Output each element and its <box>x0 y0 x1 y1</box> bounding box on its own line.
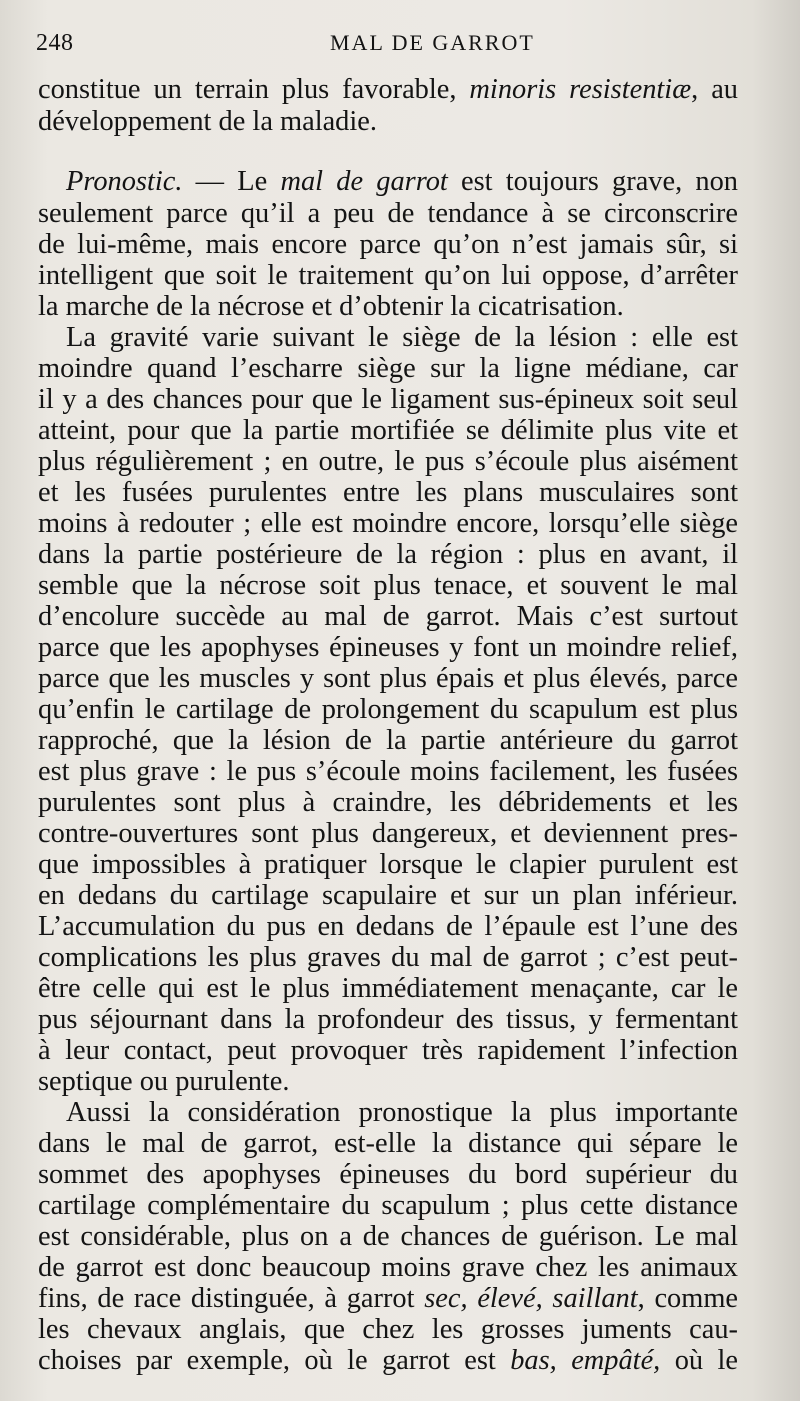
text-line: d’encolure succède au mal de garrot. Mais c’est surtout <box>38 601 738 632</box>
text-line: de lui-même, mais encore parce qu’on n’est jamais sûr, si <box>38 229 738 260</box>
text-line: seulement parce qu’il a peu de tendance à se circonscrire <box>38 198 738 229</box>
text-line: moins à redouter ; elle est moindre encore, lorsqu’elle siège <box>38 508 738 539</box>
text-line: atteint, pour que la partie mortifiée se délimite plus vite et <box>38 415 738 446</box>
text-line: cartilage complémentaire du scapulum ; plus cette distance <box>38 1190 738 1221</box>
text-line: que impossibles à pratiquer lorsque le clapier purulent est <box>38 849 738 880</box>
text-line: moindre quand l’escharre siège sur la ligne médiane, car <box>38 353 738 384</box>
text-line: fins, de race distinguée, à garrot sec, élevé, saillant, comme <box>38 1283 739 1314</box>
running-title: MAL DE GARROT <box>330 30 535 55</box>
text-line: parce que les muscles y sont plus épais et plus élevés, parce <box>38 663 738 694</box>
text-line: pus séjournant dans la profondeur des tissus, y fermentant <box>38 1004 738 1035</box>
text-line: est considérable, plus on a de chances de guérison. Le mal <box>38 1221 738 1252</box>
text-line: La gravité varie suivant le siège de la lésion : elle est <box>66 322 738 353</box>
text-line: dans la partie postérieure de la région : plus en avant, il <box>38 539 738 570</box>
text-line: développement de la maladie. <box>38 106 377 137</box>
text-line: purulentes sont plus à craindre, les débridements et les <box>38 787 738 818</box>
text-line: septique ou purulente. <box>38 1066 290 1097</box>
text-line: plus régulièrement ; en outre, le pus s’écoule plus aisément <box>38 446 738 477</box>
page-header <box>36 30 760 64</box>
text-line: L’accumulation du pus en dedans de l’épaule est l’une des <box>38 911 738 942</box>
text-line: Aussi la considération pronostique la plus importante <box>66 1097 738 1128</box>
text-line: contre-ouvertures sont plus dangereux, et deviennent pres- <box>38 818 738 849</box>
text-line: les chevaux anglais, que chez les grosses juments cau- <box>38 1314 738 1345</box>
text-line: être celle qui est le plus immédiatement menaçante, car le <box>38 973 738 1004</box>
text-line: choises par exemple, où le garrot est bas, empâté, où le <box>38 1345 738 1376</box>
text-line: dans le mal de garrot, est-elle la distance qui sépare le <box>38 1128 738 1159</box>
text-line: et les fusées purulentes entre les plans musculaires sont <box>38 477 738 508</box>
text-line: qu’enfin le cartilage de prolongement du scapulum est plus <box>38 694 738 725</box>
text-line: Pronostic. — Le mal de garrot est toujours grave, non <box>66 166 738 197</box>
text-line: à leur contact, peut provoquer très rapidement l’infection <box>38 1035 738 1066</box>
text-line: intelligent que soit le traitement qu’on lui oppose, d’arrêter <box>38 260 738 291</box>
text-line: complications les plus graves du mal de garrot ; c’est peut- <box>38 942 738 973</box>
text-line: en dedans du cartilage scapulaire et sur un plan inférieur. <box>38 880 738 911</box>
text-line: la marche de la nécrose et d’obtenir la cicatrisation. <box>38 291 624 322</box>
text-line: est plus grave : le pus s’écoule moins facilement, les fusées <box>38 756 738 787</box>
text-line: sommet des apophyses épineuses du bord supérieur du <box>38 1159 738 1190</box>
text-line: constitue un terrain plus favorable, minoris resistentiæ, au <box>38 74 739 105</box>
text-line: il y a des chances pour que le ligament sus-épineux soit seul <box>38 384 738 415</box>
text-line: parce que les apophyses épineuses y font un moindre relief, <box>38 632 738 663</box>
text-line: rapproché, que la lésion de la partie antérieure du garrot <box>38 725 738 756</box>
text-line: semble que la nécrose soit plus tenace, et souvent le mal <box>38 570 738 601</box>
text-line: de garrot est donc beaucoup moins grave chez les animaux <box>38 1252 738 1283</box>
page-number: 248 <box>36 30 74 56</box>
